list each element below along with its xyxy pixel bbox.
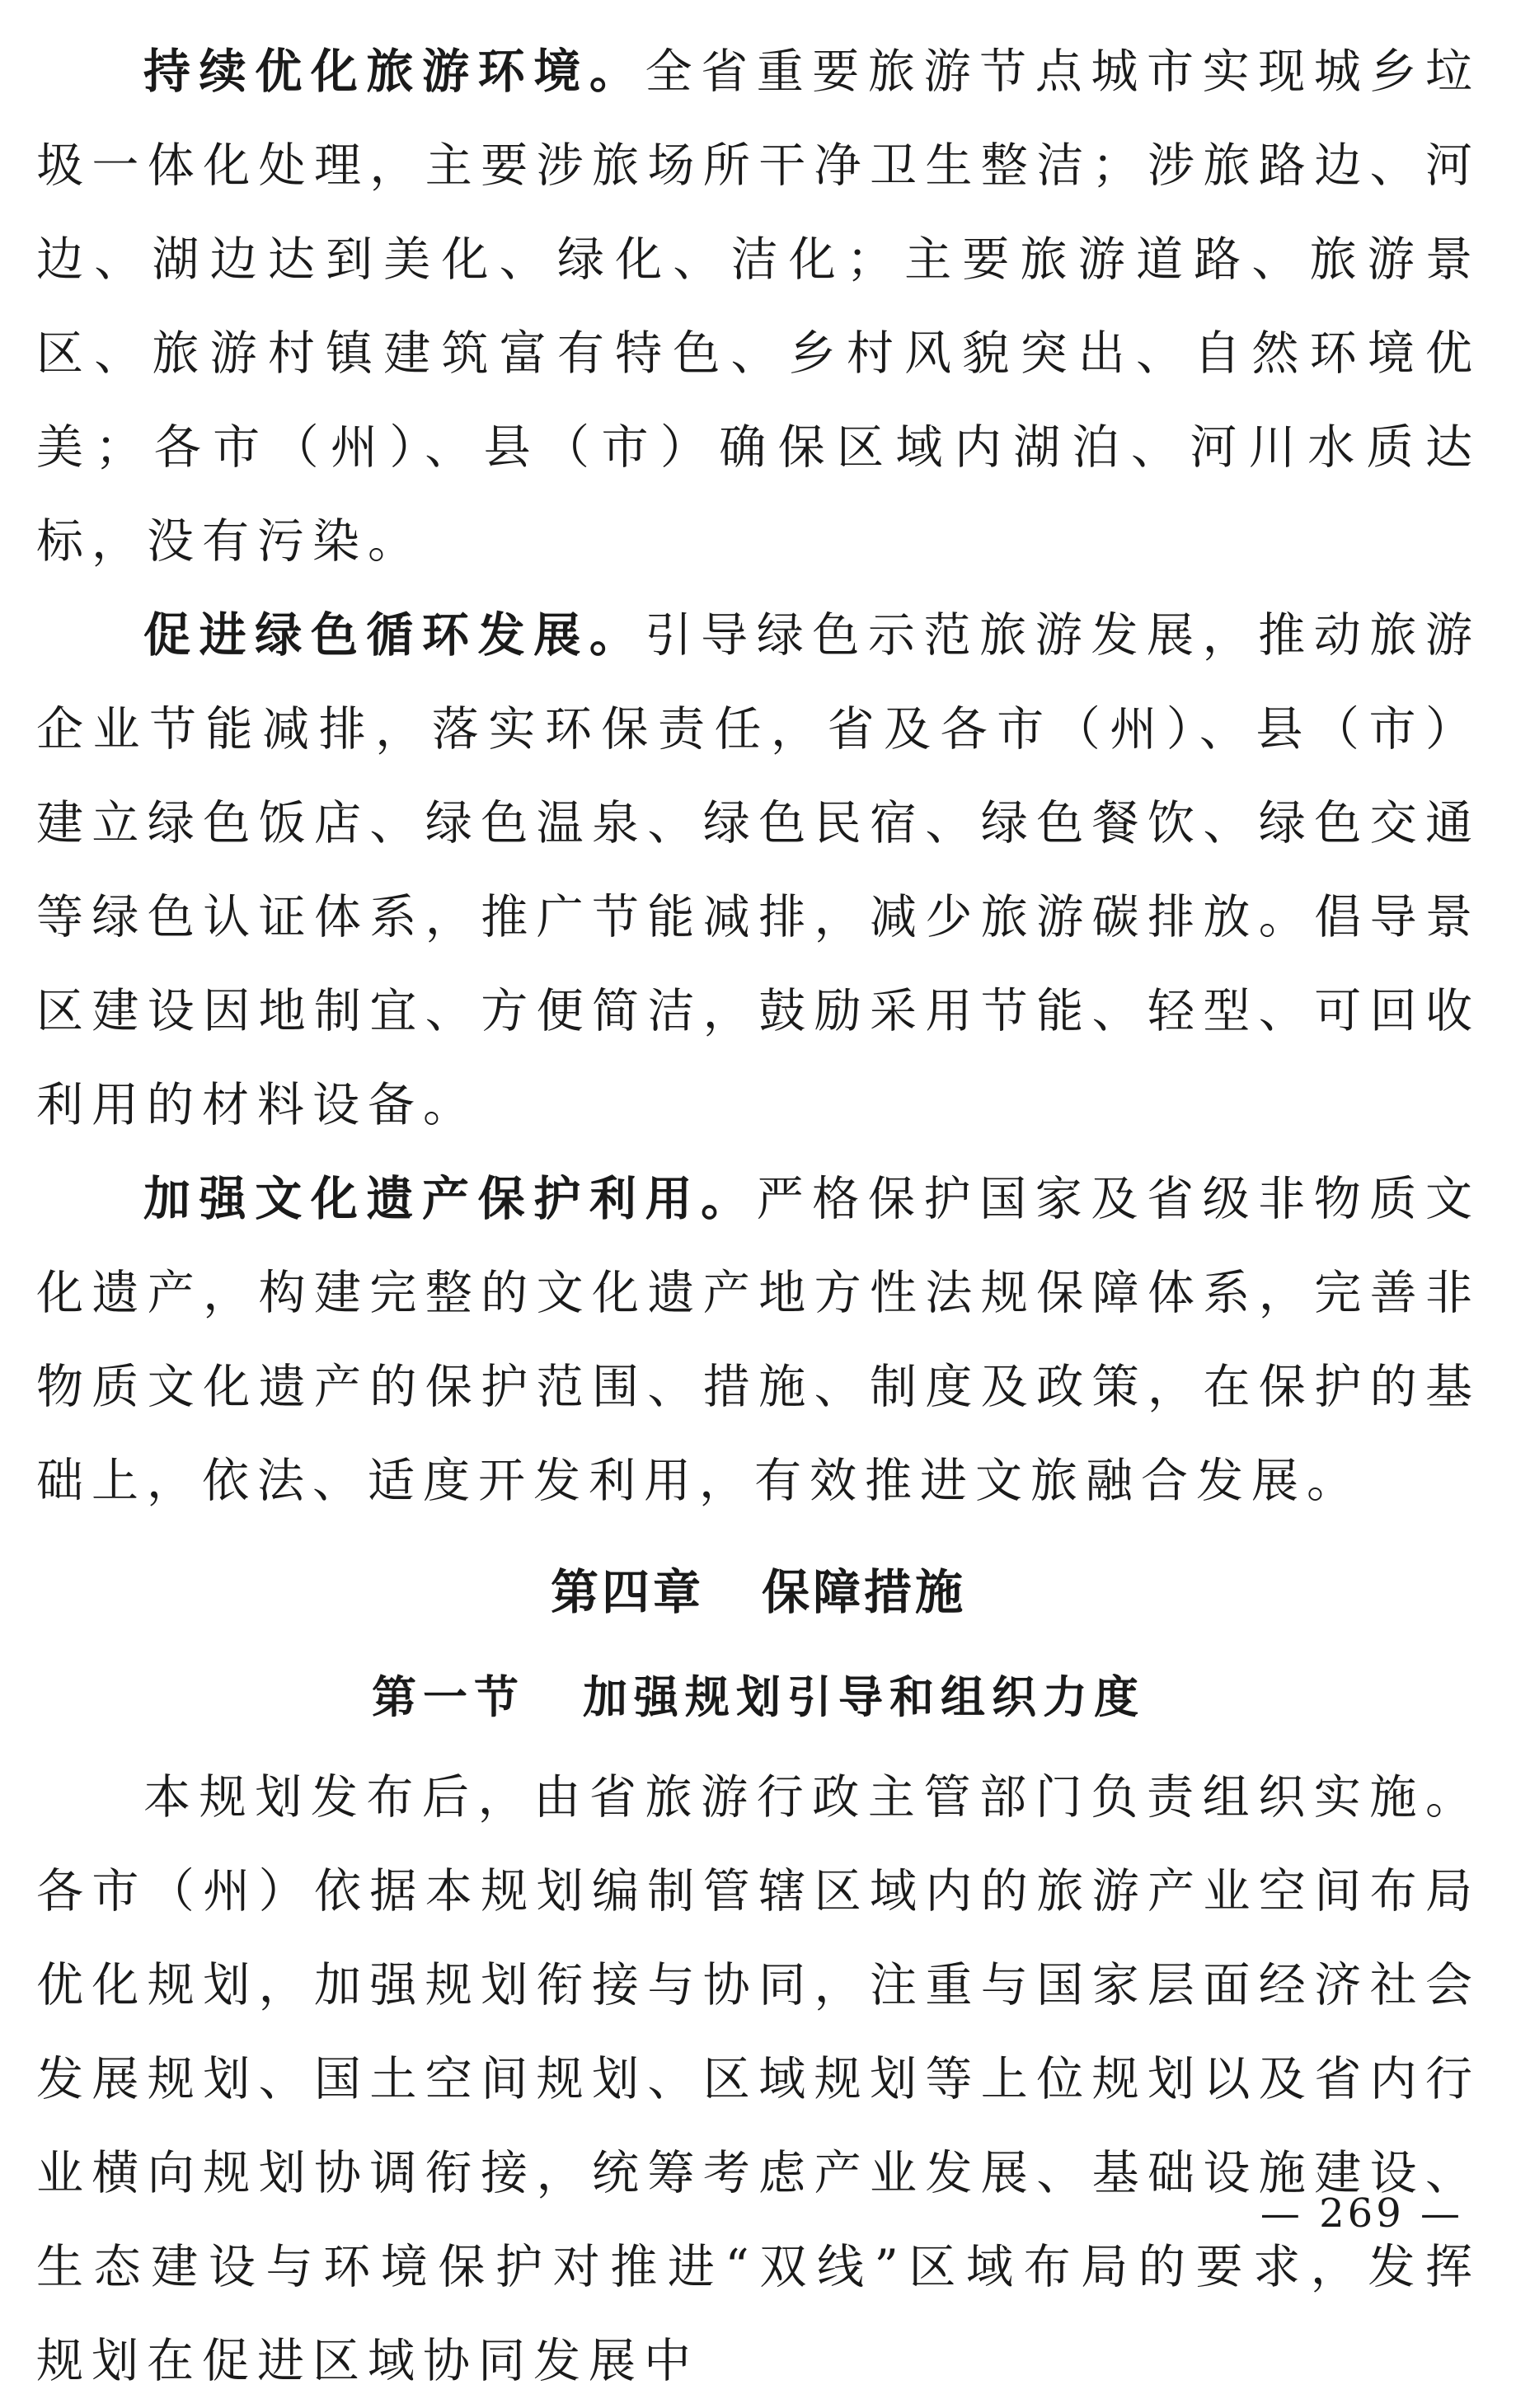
chapter-heading (36, 1539, 1481, 1645)
paragraph-lead: 促进绿色循环发展。 (143, 608, 645, 663)
section-number: 第一节 (372, 1671, 525, 1723)
paragraph-green-development (36, 588, 1481, 1152)
paragraph-environment (36, 25, 1481, 588)
chapter-title: 保障措施 (762, 1564, 967, 1620)
paragraph-body: 全省重要旅游节点城市实现城乡垃圾一体化处理，主要涉旅场所干净卫生整洁；涉旅路边、河边、湖边达到美化、绿化、洁化；主要旅游道路、旅游景区、旅游村镇建筑富有特色、乡村风貌突出、自然环境优美；各市（州）、县（市）确保区域内湖泊、河川水质达标，没有污染。 (36, 45, 1481, 569)
chapter-number: 第四章 (550, 1564, 704, 1620)
paragraph-planning: 本规划发布后，由省旅游行政主管部门负责组织实施。各市（州）依据本规划编制管辖区域内的旅游产业空间布局优化规划，加强规划衔接与协同，注重与国家层面经济社会发展规划、国土空间规划、区域规划等上位规划以及省内行业横向规划协调衔接，统筹考虑产业发展、基础设施建设、生态建设与环境保护对推进“双线”区域布局的要求，发挥规划在促进区域协同发展中 (36, 1770, 1481, 2388)
paragraph-cultural-heritage (36, 1152, 1481, 1528)
section-title: 加强规划引导和组织力度 (583, 1671, 1145, 1723)
page-number: — 269 — (1260, 2190, 1463, 2237)
paragraph-body: 引导绿色示范旅游发展，推动旅游企业节能减排，落实环保责任，省及各市（州）、县（市）建立绿色饭店、绿色温泉、绿色民宿、绿色餐饮、绿色交通等绿色认证体系，推广节能减排，减少旅游碳排放。倡导景区建设因地制宜、方便简洁，鼓励采用节能、轻型、可回收利用的材料设备。 (36, 608, 1481, 1132)
paragraph-lead: 持续优化旅游环境。 (143, 45, 645, 99)
document-page (36, 25, 1481, 2408)
paragraph-lead: 加强文化遗产保护利用。 (143, 1172, 757, 1226)
paragraph-body: 严格保护国家及省级非物质文化遗产，构建完整的文化遗产地方性法规保障体系，完善非物质文化遗产的保护范围、措施、制度及政策，在保护的基础上，依法、适度开发利用，有效推进文旅融合发展。 (36, 1172, 1481, 1508)
section-heading (36, 1645, 1481, 1750)
